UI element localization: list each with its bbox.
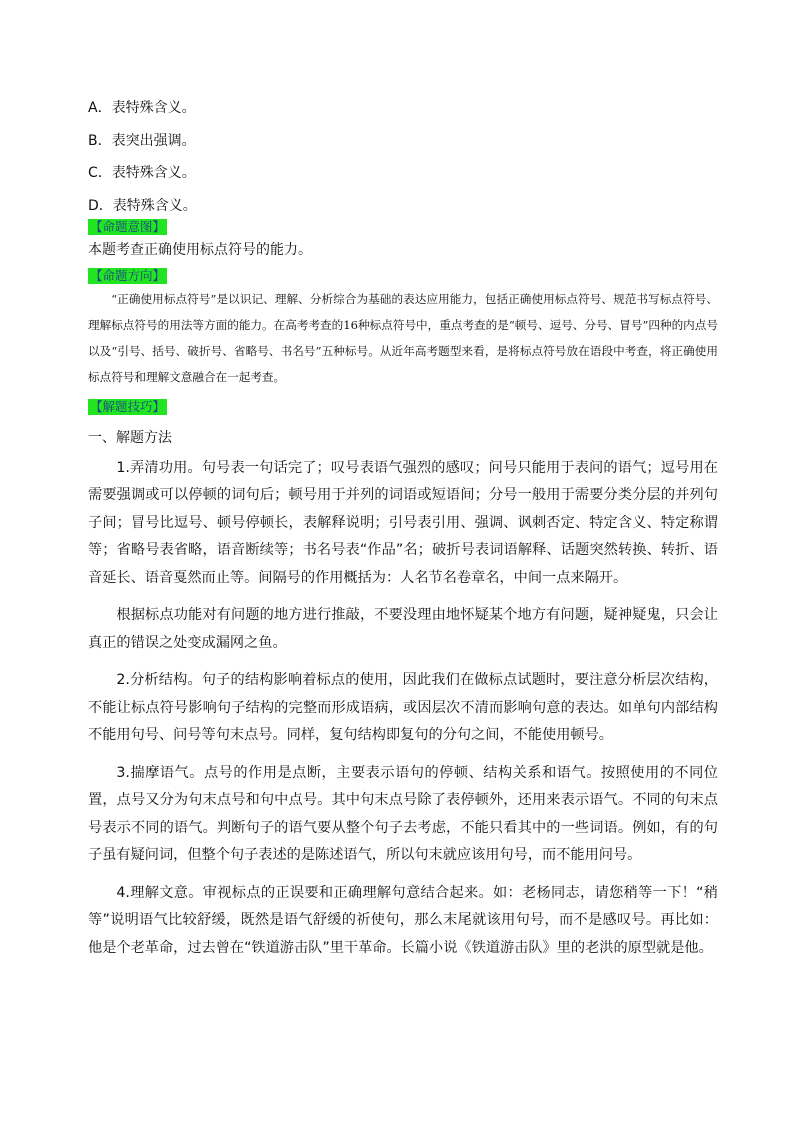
paragraph-meaning: 4.理解文意。审视标点的正误要和正确理解句意结合起来。如：老杨同志，请您稍等一下！“稍等”说明语气比较舒缓，既然是语气舒缓的祈使句，那么末尾就该用句号，而不是感叹号。再比如：他是个老革命，过去曾在“铁道游击队”里干革命。长篇小说《铁道游击队》里的老洪的原型就是他。 (88, 884, 718, 956)
option-a: A．表特殊含义。 (88, 100, 196, 116)
option-b: B．表突出强调。 (88, 132, 196, 149)
section-tag-direction: 【命题方向】 (90, 267, 166, 283)
paragraph-tone: 3.揣摩语气。点号的作用是点断，主要表示语句的停顿、结构关系和语气。按照使用的不同位置，点号又分为句末点号和句中点号。其中句末点号除了表停顿外，还用来表示语气。不同的句末点号表示不同的语气。判断句子的语气要从整个句子去考虑，不能只看其中的一些词语。例如，有的句子虽有疑问词，但整个句子表述的是陈述语气，所以句末就应该用句号，而不能用问号。 (88, 764, 718, 863)
direction-text: “正确使用标点符号”是以识记、理解、分析综合为基础的表达应用能力，包括正确使用标点符号、规范书写标点符号、理解标点符号的用法等方面的能力。在高考考查的16种标点符号中，重点考查的是“顿号、逗号、分号、冒号”四种的内点号以及“引号、括号、破折号、省略号、书名号”五种标号。从近年高考题型来看，是将标点符号放在语段中考查，将正确使用标点符号和理解文意融合在一起考查。 (88, 291, 718, 384)
section-tag-technique: 【解题技巧】 (90, 398, 166, 414)
method-heading: 一、解题方法 (88, 429, 172, 446)
option-d: D．表特殊含义。 (88, 197, 197, 214)
intent-text: 本题考查正确使用标点符号的能力。 (88, 241, 312, 258)
paragraph-structure: 2.分析结构。句子的结构影响着标点的使用，因此我们在做标点试题时，要注意分析层次结构，不能让标点符号影响句子结构的完整而形成语病，或因层次不清而影响句意的表达。如单句内部结构不能用句号、问号等句末点号。同样，复句结构即复句的分句之间，不能使用顿号。 (88, 672, 718, 743)
paragraph-analysis-advice: 根据标点功能对有问题的地方进行推敲，不要没理由地怀疑某个地方有问题，疑神疑鬼，只会让真正的错误之处变成漏网之鱼。 (88, 607, 718, 651)
document-content (88, 98, 718, 972)
paragraph-function: 1.弄清功用。句号表一句话完了；叹号表语气强烈的感叹；问号只能用于表问的语气；逗号用在需要强调或可以停顿的词句后；顿号用于并列的词语或短语间；分号一般用于需要分类分层的并列句子间；冒号比逗号、顿号停顿长，表解释说明；引号表引用、强调、讽刺否定、特定含义、特定称谓等；省略号表省略，语音断续等；书名号表“作品”名；破折号表词语解释、话题突然转换、转折、语音延长、语音戛然而止等。间隔号的作用概括为：人名节名卷章名，中间一点来隔开。 (88, 459, 718, 586)
section-tag-intent: 【命题意图】 (90, 218, 166, 234)
option-c: C．表特殊含义。 (88, 165, 196, 181)
